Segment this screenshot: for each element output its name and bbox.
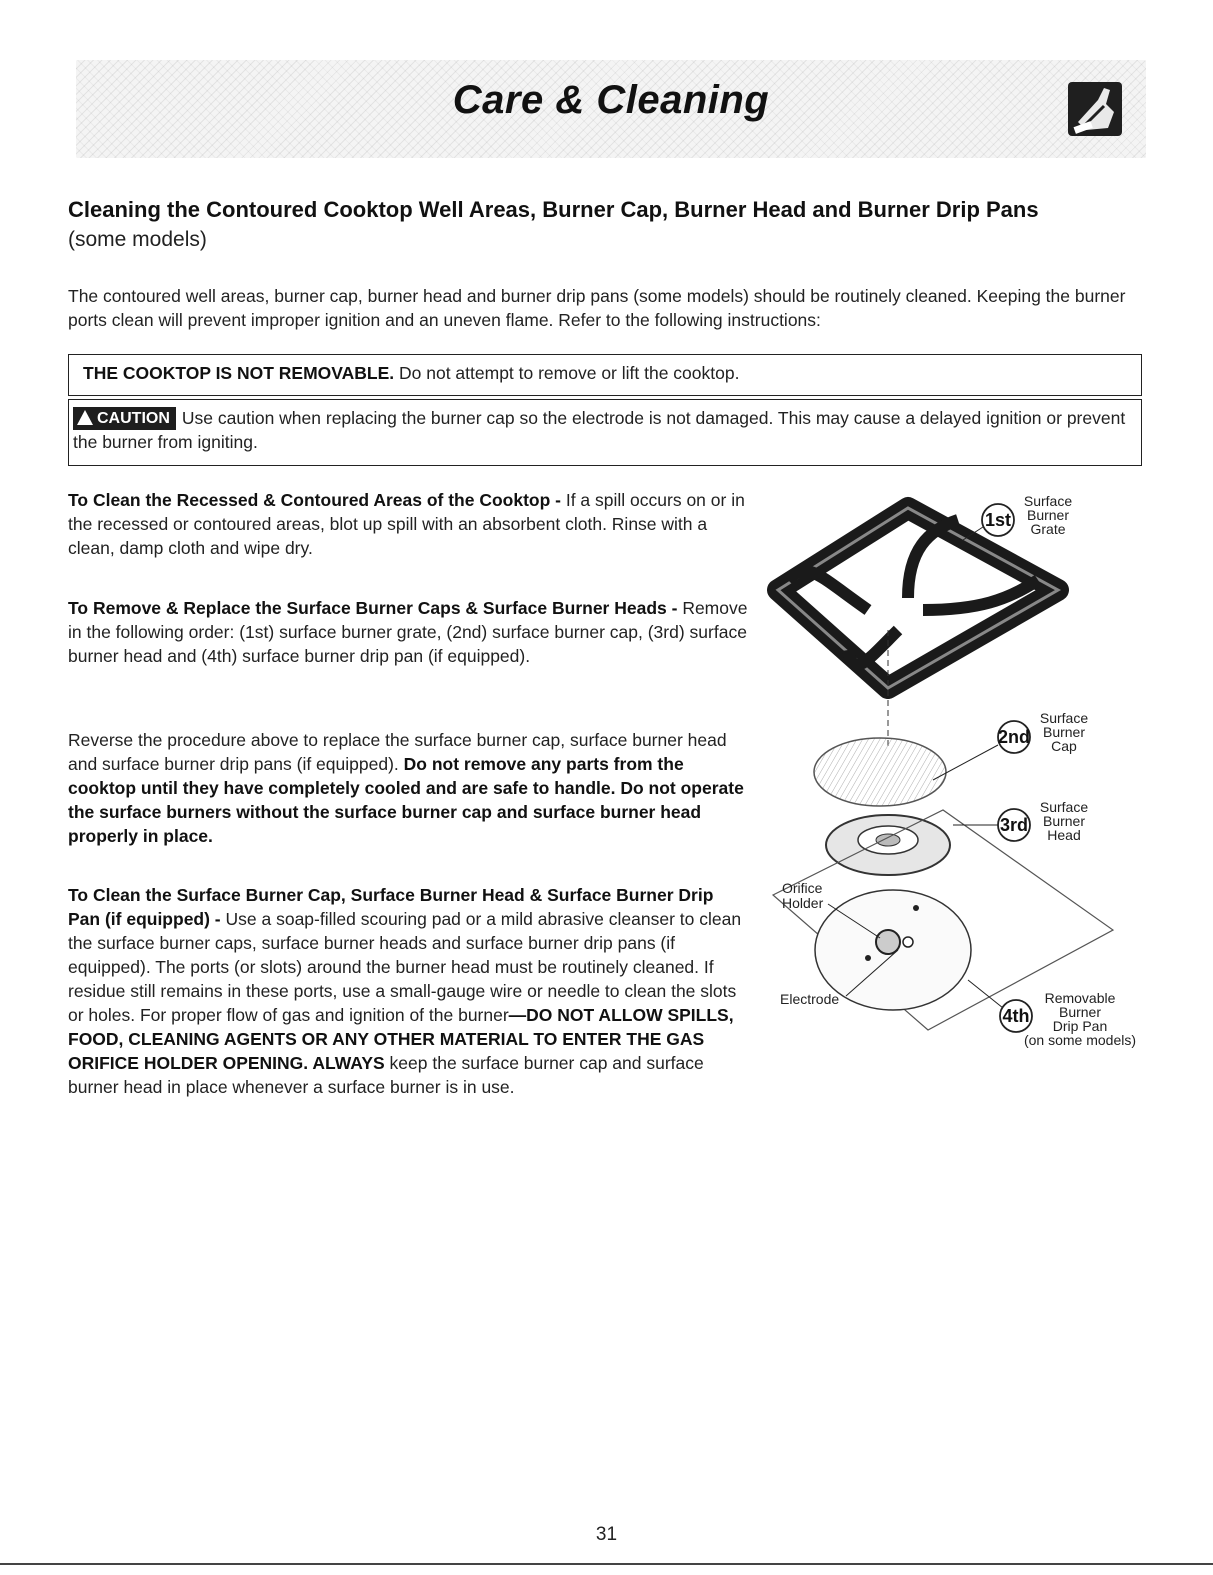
step-3-label-line2: Burner (1042, 813, 1086, 829)
step-2-label-line1: Surface (1039, 710, 1089, 726)
cleaning-hand-icon (1068, 82, 1122, 136)
burner-cap-illustration (814, 738, 946, 806)
paragraph-recessed-text: If a spill occurs on or in the recessed or contoured areas, blot up spill with an absorbent cloth. Rinse with a clean, damp cloth and wipe dry. (68, 490, 745, 558)
bottom-rule (0, 1563, 1213, 1565)
step-1-label-line1: Surface (1023, 493, 1073, 509)
intro-paragraph: The contoured well areas, burner cap, burner head and burner drip pans (some models) should be routinely cleaned. Keeping the burner ports clean will prevent improper ignition and an uneven flame. Refer to the following instructions: (68, 286, 1126, 330)
step-4-label-line3: Drip Pan (1052, 1018, 1108, 1034)
step-2-label (933, 710, 1088, 780)
step-2-badge: 2nd (997, 727, 1031, 747)
section-title: Cleaning the Contoured Cooktop Well Areas, Burner Cap, Burner Head and Burner Drip Pans (68, 197, 1039, 222)
page-number: 31 (595, 1524, 618, 1545)
step-1-label-line2: Burner (1026, 507, 1070, 523)
orifice-label-line1: Orifice (782, 880, 823, 896)
paragraph-clean-bold: —DO NOT ALLOW SPILLS, FOOD, CLEANING AGENTS OR ANY OTHER MATERIAL TO ENTER THE GAS ORIFICE HOLDER OPENING. ALWAYS (68, 1005, 734, 1073)
caution-badge (73, 407, 176, 430)
paragraph-recessed (68, 488, 748, 560)
step-3-label-line3: Head (1047, 827, 1081, 843)
step-4-label-line2: Burner (1058, 1004, 1102, 1020)
caution-box (68, 399, 1142, 466)
step-4-label-line4: (on some models) (1023, 1032, 1137, 1048)
paragraph-remove-text: Remove in the following order: (1st) surface burner grate, (2nd) surface burner cap, (3rd) surface burner head and (4th) surface burner drip pan (if equipped). (68, 598, 748, 666)
step-3-label (953, 799, 1088, 843)
caution-badge-label: CAUTION (97, 410, 170, 427)
burner-grate-illustration (778, 508, 1058, 750)
warning-triangle-icon (77, 410, 93, 425)
page-title: Care & Cleaning (452, 78, 770, 122)
burner-assembly-diagram (758, 480, 1178, 1080)
step-4-label-line1: Removable (1044, 990, 1116, 1006)
paragraph-clean (68, 883, 748, 1099)
step-2-label-line2: Burner (1042, 724, 1086, 740)
paragraph-clean-text2: keep the surface burner cap and surface burner head in place whenever a surface burner is in use. (68, 1053, 704, 1097)
step-1-badge: 1st (984, 510, 1012, 530)
burner-head-illustration (826, 815, 950, 875)
step-4-badge: 4th (1002, 1006, 1030, 1026)
paragraph-reverse-bold: Do not remove any parts from the cooktop until they have completely cooled and are safe to handle. Do not operate the surface burners without the surface burner cap and surface burner head properly in place. (68, 754, 744, 846)
notice-text: Do not attempt to remove or lift the cooktop. (394, 363, 740, 383)
paragraph-remove (68, 596, 748, 668)
electrode-label-text: Electrode (780, 991, 840, 1007)
orifice-label-line2: Holder (782, 895, 824, 911)
paragraph-reverse (68, 728, 748, 848)
step-2-label-line3: Cap (1051, 738, 1077, 754)
step-1-label-line3: Grate (1030, 521, 1066, 537)
step-4-label (968, 980, 1136, 1048)
step-3-label-line1: Surface (1039, 799, 1089, 815)
step-3-badge: 3rd (999, 815, 1029, 835)
notice-box (68, 354, 1142, 396)
paragraph-recessed-lead: To Clean the Recessed & Contoured Areas of the Cooktop - (68, 490, 561, 510)
paragraph-remove-lead: To Remove & Replace the Surface Burner Caps & Surface Burner Heads - (68, 598, 678, 618)
caution-text: Use caution when replacing the burner cap so the electrode is not damaged. This may cause a delayed ignition or prevent the burner from igniting. (73, 408, 1126, 452)
paragraph-reverse-text: Reverse the procedure above to replace the surface burner cap, surface burner head and surface burner drip pans (if equipped). (68, 730, 727, 774)
paragraph-clean-text: Use a soap-filled scouring pad or a mild abrasive cleanser to clean the surface burner caps, surface burner heads and surface burner drip pans (if equipped). The ports (or slots) around the burner head must be routinely cleaned. If residue still remains in these ports, use a small-gauge wire or needle to clean the slots or holes. For proper flow of gas and ignition of the burner (68, 909, 742, 1025)
paragraph-clean-lead: To Clean the Surface Burner Cap, Surface Burner Head & Surface Burner Drip Pan (if equipped) - (68, 885, 714, 929)
section-subtitle: (some models) (68, 228, 207, 251)
notice-bold: THE COOKTOP IS NOT REMOVABLE. (83, 363, 395, 383)
step-1-label (963, 493, 1072, 540)
header-banner (76, 60, 1146, 158)
